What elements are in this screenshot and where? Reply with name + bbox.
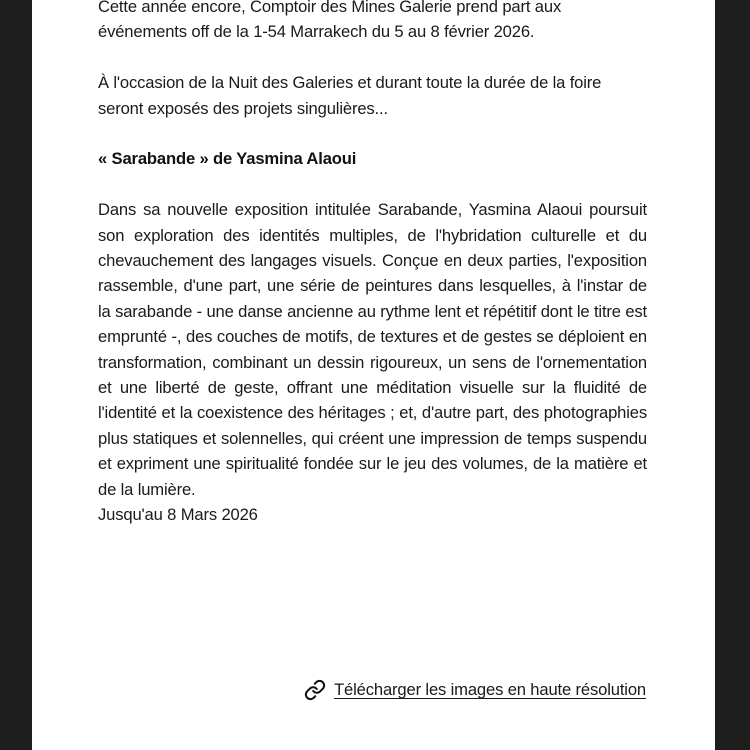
intro-paragraph: Cette année encore, Comptoir des Mines Galerie prend part aux événements off de la 1-54 Marrakech du 5 au 8 février 2026.: [98, 0, 562, 42]
article-body: [98, 0, 647, 527]
second-paragraph: À l'occasion de la Nuit des Galeries et durant toute la durée de la foire seront exposés des projets singulières...: [98, 73, 602, 118]
link-icon: [304, 679, 326, 701]
exhibition-description: Dans sa nouvelle exposition intitulée Sarabande, Yasmina Alaoui poursuit son exploration des identités multiples, de l'hybridation culturelle et du chevauchement des langages visuels. Conçue en deux parties, l'exposition rassemble, d'une part, une série de peintures dans lesquelles, à l'instar de la sarabande - une danse ancienne au rythme lent et répétitif dont le titre est emprunté -, des couches de motifs, de textures et de gestes se déploient en transformation, combinant un dessin rigoureux, un sens de l'ornementation et une liberté de geste, offrant une méditation visuelle sur la fluidité de l'identité et la coexistence des héritages ; et, d'autre part, des photographies plus statiques et solennelles, qui créent une impression de temps suspendu et expriment une spiritualité fondée sur le jeu des volumes, de la matière et de la lumière.: [98, 200, 647, 499]
download-link-label[interactable]: Télécharger les images en haute résolution: [334, 680, 646, 699]
end-date: Jusqu'au 8 Mars 2026: [98, 505, 258, 525]
section-heading: « Sarabande » de Yasmina Alaoui: [98, 149, 357, 169]
right-dark-margin: [715, 0, 750, 750]
download-hires-images-link[interactable]: [304, 679, 646, 701]
left-dark-margin: [0, 0, 32, 750]
content-panel: [32, 0, 715, 750]
